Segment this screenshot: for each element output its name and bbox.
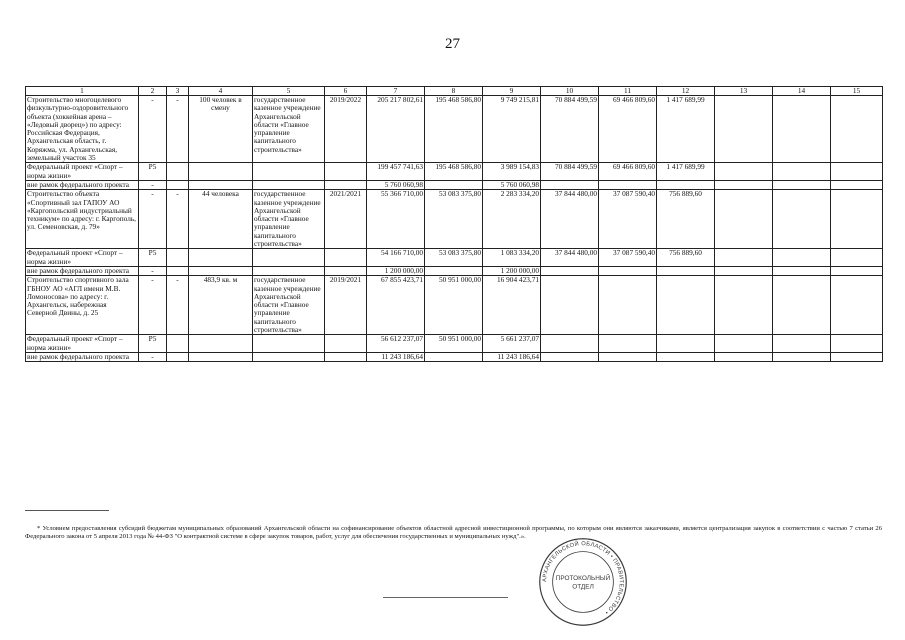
stamp-center-text: ПРОТОКОЛЬНЫЙ ОТДЕЛ [555, 575, 611, 591]
cell-col-6 [325, 266, 367, 275]
cell-col-5: государственное казенное учреждение Архангельской области «Главное управление капитального строительства» [253, 276, 325, 335]
column-number-2: 2 [139, 87, 167, 96]
cell-col-7: 56 612 237,07 [367, 335, 425, 353]
cell-col-10 [541, 266, 599, 275]
cell-col-5 [253, 335, 325, 353]
cell-col-6 [325, 180, 367, 189]
cell-col-12 [657, 266, 715, 275]
cell-col-11 [599, 352, 657, 361]
cell-col-10 [541, 276, 599, 335]
cell-col-2: - [139, 190, 167, 249]
row-name-cell: вне рамок федерального проекта [26, 180, 139, 189]
column-number-6: 6 [325, 87, 367, 96]
cell-col-13 [715, 335, 773, 353]
cell-col-8 [425, 352, 483, 361]
column-number-12: 12 [657, 87, 715, 96]
cell-col-3: - [167, 96, 189, 163]
cell-col-14 [773, 249, 831, 267]
cell-col-8 [425, 266, 483, 275]
cell-col-12 [657, 276, 715, 335]
cell-col-9: 2 283 334,20 [483, 190, 541, 249]
cell-col-6: 2021/2021 [325, 190, 367, 249]
cell-col-15 [831, 190, 883, 249]
protocol-department-stamp [537, 536, 629, 628]
cell-col-7: 11 243 186,64 [367, 352, 425, 361]
cell-col-10 [541, 335, 599, 353]
cell-col-7: 199 457 741,63 [367, 163, 425, 181]
cell-col-10: 70 884 499,59 [541, 96, 599, 163]
cell-col-5 [253, 266, 325, 275]
cell-col-3 [167, 180, 189, 189]
cell-col-8: 53 083 375,80 [425, 249, 483, 267]
cell-col-9: 9 749 215,81 [483, 96, 541, 163]
footnote [25, 525, 882, 542]
cell-col-15 [831, 335, 883, 353]
cell-col-4 [189, 266, 253, 275]
column-number-11: 11 [599, 87, 657, 96]
cell-col-14 [773, 335, 831, 353]
cell-col-12 [657, 352, 715, 361]
cell-col-11 [599, 335, 657, 353]
cell-col-10: 37 844 480,00 [541, 249, 599, 267]
cell-col-15 [831, 276, 883, 335]
footnote-text: * Условием предоставления субсидий бюджетам муниципальных образований Архангельской области на софинансирование объектов областной адресной инвестиционной программы, по которым они являются заказчиками, является централизация закупок в соответствии с частью 7 статьи 26 Федерального закона от 5 апреля 2013 года № 44-ФЗ "О контрактной системе в сфере закупок товаров, работ, услуг для обеспечения государственных и муниципальных нужд".». [25, 525, 882, 541]
cell-col-11: 69 466 809,60 [599, 96, 657, 163]
cell-col-11 [599, 276, 657, 335]
cell-col-14 [773, 352, 831, 361]
cell-col-15 [831, 96, 883, 163]
cell-col-8: 195 468 586,80 [425, 163, 483, 181]
table-row [26, 352, 883, 361]
cell-col-13 [715, 352, 773, 361]
cell-col-12: 756 889,60 [657, 190, 715, 249]
column-number-8: 8 [425, 87, 483, 96]
table-row [26, 266, 883, 275]
table-row [26, 190, 883, 249]
cell-col-8: 50 951 000,00 [425, 276, 483, 335]
cell-col-13 [715, 249, 773, 267]
cell-col-11 [599, 266, 657, 275]
cell-col-3 [167, 352, 189, 361]
cell-col-9: 5 661 237,07 [483, 335, 541, 353]
cell-col-10 [541, 352, 599, 361]
cell-col-5: государственное казенное учреждение Архангельской области «Главное управление капитального строительства» [253, 190, 325, 249]
cell-col-6 [325, 352, 367, 361]
cell-col-7: 205 217 802,61 [367, 96, 425, 163]
cell-col-12 [657, 180, 715, 189]
cell-col-2: - [139, 276, 167, 335]
cell-col-2: Р5 [139, 163, 167, 181]
cell-col-4 [189, 249, 253, 267]
row-name-cell: Строительство спортивного зала ГБНОУ АО «АГЛ имени М.В. Ломоносова» по адресу: г. Архангельск, набережная Северной Двины, д. 25 [26, 276, 139, 335]
cell-col-6 [325, 163, 367, 181]
cell-col-9: 1 200 000,00 [483, 266, 541, 275]
column-number-4: 4 [189, 87, 253, 96]
cell-col-12: 1 417 689,99 [657, 163, 715, 181]
row-name-cell: Федеральный проект «Спорт – норма жизни» [26, 335, 139, 353]
cell-col-4 [189, 335, 253, 353]
cell-col-14 [773, 190, 831, 249]
cell-col-12 [657, 335, 715, 353]
column-number-13: 13 [715, 87, 773, 96]
cell-col-15 [831, 266, 883, 275]
column-number-row [26, 87, 883, 96]
cell-col-12: 1 417 689,99 [657, 96, 715, 163]
cell-col-5 [253, 249, 325, 267]
stamp-ring-text: АРХАНГЕЛЬСКОЙ ОБЛАСТИ • ПРАВИТЕЛЬСТВО • [542, 541, 624, 616]
cell-col-14 [773, 276, 831, 335]
cell-col-3 [167, 163, 189, 181]
cell-col-15 [831, 163, 883, 181]
cell-col-7: 54 166 710,00 [367, 249, 425, 267]
cell-col-4 [189, 352, 253, 361]
row-name-cell: вне рамок федерального проекта [26, 352, 139, 361]
cell-col-6: 2019/2022 [325, 96, 367, 163]
cell-col-13 [715, 266, 773, 275]
cell-col-2: Р5 [139, 249, 167, 267]
cell-col-12: 756 889,60 [657, 249, 715, 267]
cell-col-9: 11 243 186,64 [483, 352, 541, 361]
cell-col-4: 44 человека [189, 190, 253, 249]
cell-col-13 [715, 180, 773, 189]
cell-col-15 [831, 249, 883, 267]
cell-col-6: 2019/2021 [325, 276, 367, 335]
cell-col-2: - [139, 180, 167, 189]
cell-col-11: 37 087 590,40 [599, 190, 657, 249]
table-row [26, 180, 883, 189]
page-number: 27 [445, 36, 460, 52]
column-number-15: 15 [831, 87, 883, 96]
cell-col-13 [715, 96, 773, 163]
footnote-separator [25, 510, 109, 511]
cell-col-9: 3 989 154,83 [483, 163, 541, 181]
cell-col-4 [189, 163, 253, 181]
cell-col-7: 1 200 000,00 [367, 266, 425, 275]
table-row [26, 163, 883, 181]
cell-col-3 [167, 335, 189, 353]
cell-col-15 [831, 180, 883, 189]
cell-col-2: - [139, 352, 167, 361]
cell-col-5 [253, 163, 325, 181]
cell-col-8 [425, 180, 483, 189]
cell-col-4 [189, 180, 253, 189]
cell-col-10: 37 844 480,00 [541, 190, 599, 249]
cell-col-11 [599, 180, 657, 189]
cell-col-5 [253, 352, 325, 361]
table-row [26, 96, 883, 163]
cell-col-5: государственное казенное учреждение Архангельской области «Главное управление капитального строительства» [253, 96, 325, 163]
row-name-cell: Федеральный проект «Спорт – норма жизни» [26, 249, 139, 267]
table-row [26, 249, 883, 267]
cell-col-4: 483,9 кв. м [189, 276, 253, 335]
cell-col-11: 37 087 590,40 [599, 249, 657, 267]
column-number-5: 5 [253, 87, 325, 96]
cell-col-6 [325, 249, 367, 267]
cell-col-10 [541, 180, 599, 189]
cell-col-8: 50 951 000,00 [425, 335, 483, 353]
investment-program-table [25, 86, 883, 362]
cell-col-2: - [139, 96, 167, 163]
cell-col-2: - [139, 266, 167, 275]
cell-col-3 [167, 249, 189, 267]
column-number-3: 3 [167, 87, 189, 96]
cell-col-3: - [167, 276, 189, 335]
cell-col-13 [715, 276, 773, 335]
cell-col-14 [773, 266, 831, 275]
cell-col-15 [831, 352, 883, 361]
table-row [26, 335, 883, 353]
cell-col-8: 53 083 375,80 [425, 190, 483, 249]
cell-col-2: Р5 [139, 335, 167, 353]
row-name-cell: Строительство объекта «Спортивный зал ГАПОУ АО «Каргопольский индустриальный техникум» по адресу: г. Каргополь, ул. Семеновская, д. 79» [26, 190, 139, 249]
row-name-cell: Федеральный проект «Спорт – норма жизни» [26, 163, 139, 181]
cell-col-7: 5 760 060,98 [367, 180, 425, 189]
column-number-14: 14 [773, 87, 831, 96]
column-number-7: 7 [367, 87, 425, 96]
signature-line [383, 597, 508, 598]
cell-col-9: 16 904 423,71 [483, 276, 541, 335]
cell-col-13 [715, 163, 773, 181]
table-row [26, 276, 883, 335]
cell-col-4: 100 человек в смену [189, 96, 253, 163]
column-number-9: 9 [483, 87, 541, 96]
cell-col-14 [773, 163, 831, 181]
row-name-cell: вне рамок федерального проекта [26, 266, 139, 275]
cell-col-7: 55 366 710,00 [367, 190, 425, 249]
cell-col-9: 1 083 334,20 [483, 249, 541, 267]
cell-col-6 [325, 335, 367, 353]
column-number-10: 10 [541, 87, 599, 96]
cell-col-10: 70 884 499,59 [541, 163, 599, 181]
cell-col-13 [715, 190, 773, 249]
cell-col-14 [773, 96, 831, 163]
cell-col-11: 69 466 809,60 [599, 163, 657, 181]
row-name-cell: Строительство многоцелевого физкультурно-оздоровительного объекта (хоккейная арена – «Ледовый дворец») по адресу: Российская Федерация, Архангельская область, г. Коряжма, ул. Архангельская, земельный участок 35 [26, 96, 139, 163]
cell-col-7: 67 855 423,71 [367, 276, 425, 335]
cell-col-14 [773, 180, 831, 189]
cell-col-5 [253, 180, 325, 189]
cell-col-8: 195 468 586,80 [425, 96, 483, 163]
cell-col-9: 5 760 060,98 [483, 180, 541, 189]
column-number-1: 1 [26, 87, 139, 96]
cell-col-3 [167, 266, 189, 275]
cell-col-3: - [167, 190, 189, 249]
